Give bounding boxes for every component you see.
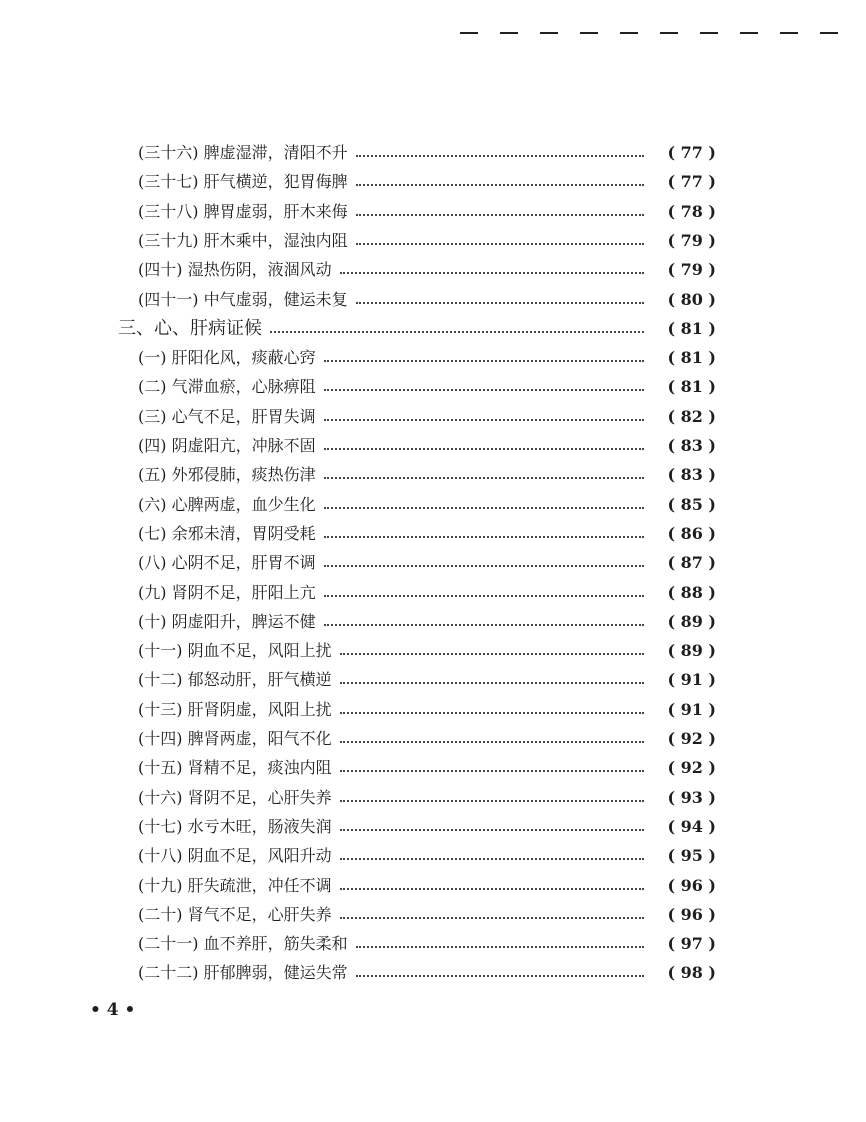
toc-entry-label: (四十一) 中气虚弱，健运未复 <box>138 289 348 309</box>
dot-leader <box>340 814 644 840</box>
toc-entry-page: ( 94 ) <box>667 816 716 836</box>
toc-entry <box>0 345 866 371</box>
dot-leader <box>324 404 644 430</box>
toc-entry-label: (十八) 阴血不足，风阳升动 <box>138 846 332 866</box>
dot-leader <box>324 580 644 606</box>
toc-entry-label: (八) 心阴不足，肝胃不调 <box>138 553 316 573</box>
dot-leader <box>356 169 644 195</box>
dot-leader <box>324 550 644 576</box>
toc-entry <box>0 843 866 869</box>
dot-leader <box>340 726 644 752</box>
toc-entry-page: ( 91 ) <box>667 699 716 719</box>
toc-entry-page: ( 81 ) <box>667 318 716 338</box>
toc-entry <box>0 960 866 986</box>
dot-leader <box>270 316 644 342</box>
toc-entry-label: (十五) 肾精不足，痰浊内阻 <box>138 758 332 778</box>
dot-leader <box>324 609 644 635</box>
dot-leader <box>340 638 644 664</box>
dot-leader <box>324 374 644 400</box>
toc-entry <box>0 374 866 400</box>
toc-entry-page: ( 86 ) <box>667 523 716 543</box>
toc-entry-label: (十六) 肾阴不足，心肝失养 <box>138 787 332 807</box>
toc-entry-label: (十九) 肝失疏泄，冲任不调 <box>138 875 332 895</box>
toc-entry-label: (七) 余邪未清，胃阴受耗 <box>138 523 316 543</box>
toc-entry-label: (二) 气滞血瘀，心脉痹阻 <box>138 377 316 397</box>
toc-entry <box>0 638 866 664</box>
dot-leader <box>356 931 644 957</box>
toc-entry <box>0 140 866 166</box>
toc-entry-page: ( 83 ) <box>667 465 716 485</box>
toc-entry-page: ( 91 ) <box>667 670 716 690</box>
toc-entry <box>0 462 866 488</box>
dot-leader <box>356 199 644 225</box>
toc-entry <box>0 667 866 693</box>
toc-entry-page: ( 81 ) <box>667 348 716 368</box>
toc-entry <box>0 931 866 957</box>
toc-entry-page: ( 80 ) <box>667 289 716 309</box>
toc-entry <box>0 404 866 430</box>
toc-entry-label: (二十) 肾气不足，心肝失养 <box>138 904 332 924</box>
toc-entry <box>0 550 866 576</box>
toc-entry <box>0 814 866 840</box>
toc-entry-label: (三十八) 脾胃虚弱，肝木来侮 <box>138 201 348 221</box>
dot-leader <box>340 873 644 899</box>
toc-entry-page: ( 89 ) <box>667 611 716 631</box>
toc-entry-page: ( 96 ) <box>667 904 716 924</box>
toc-entry-page: ( 85 ) <box>667 494 716 514</box>
toc-entry-label: (二十一) 血不养肝，筋失柔和 <box>138 934 348 954</box>
toc-entry <box>0 433 866 459</box>
toc-entry-label: (一) 肝阳化风，痰蔽心窍 <box>138 348 316 368</box>
dot-leader <box>340 755 644 781</box>
page-number: • 4 • <box>90 1000 136 1020</box>
toc-entry-page: ( 78 ) <box>667 201 716 221</box>
toc-entry <box>0 609 866 635</box>
toc-entry-page: ( 79 ) <box>667 260 716 280</box>
dot-leader <box>324 345 644 371</box>
toc-entry-label: (六) 心脾两虚，血少生化 <box>138 494 316 514</box>
toc-entry <box>0 199 866 225</box>
toc-entry-page: ( 98 ) <box>667 963 716 983</box>
dot-leader <box>324 433 644 459</box>
toc-entry-page: ( 83 ) <box>667 436 716 455</box>
toc-entry <box>0 785 866 811</box>
dot-leader <box>324 521 644 547</box>
toc-entry-label: (十一) 阴血不足，风阳上扰 <box>138 641 332 661</box>
dot-leader <box>340 697 644 723</box>
toc-entry-page: ( 92 ) <box>667 729 716 748</box>
toc-section-heading <box>0 316 866 342</box>
toc-entry-page: ( 79 ) <box>667 230 716 250</box>
toc-entry-page: ( 81 ) <box>667 377 716 397</box>
dot-leader <box>324 462 644 488</box>
toc-entry-page: ( 97 ) <box>667 934 716 954</box>
toc-entry-label: 三、心、肝病证候 <box>118 317 262 339</box>
toc-entry-page: ( 93 ) <box>667 787 716 807</box>
toc-entry-label: (十七) 水亏木旺，肠液失润 <box>138 816 332 836</box>
dot-leader <box>356 140 644 166</box>
toc-entry <box>0 726 866 752</box>
dot-leader <box>340 902 644 928</box>
header-dash-rule <box>460 20 860 40</box>
toc-entry-label: (二十二) 肝郁脾弱，健运失常 <box>138 963 348 983</box>
toc-entry-page: ( 92 ) <box>667 758 716 778</box>
toc-entry-label: (十四) 脾肾两虚，阳气不化 <box>138 729 332 748</box>
dot-leader <box>356 960 644 986</box>
toc-entry-label: (五) 外邪侵肺，痰热伤津 <box>138 465 316 485</box>
toc-entry-page: ( 89 ) <box>667 641 716 661</box>
toc-entry <box>0 228 866 254</box>
dot-leader <box>356 228 644 254</box>
toc-entry-label: (三) 心气不足，肝胃失调 <box>138 406 316 426</box>
toc-entry-page: ( 96 ) <box>667 875 716 895</box>
toc-entry <box>0 873 866 899</box>
toc-entry-label: (九) 肾阴不足，肝阳上亢 <box>138 582 316 602</box>
dot-leader <box>356 287 644 313</box>
toc-entry-page: ( 77 ) <box>667 143 716 162</box>
toc-entry <box>0 257 866 283</box>
dot-leader <box>340 843 644 869</box>
toc-entry <box>0 521 866 547</box>
toc-entry-label: (十) 阴虚阳升，脾运不健 <box>138 611 316 631</box>
toc-entry-label: (十三) 肝肾阴虚，风阳上扰 <box>138 699 332 719</box>
toc-entry <box>0 169 866 195</box>
toc-entry <box>0 902 866 928</box>
toc-entry <box>0 287 866 313</box>
dot-leader <box>340 785 644 811</box>
toc-entry-label: (三十六) 脾虚湿滞，清阳不升 <box>138 143 348 162</box>
toc-entry <box>0 697 866 723</box>
toc-entry-page: ( 88 ) <box>667 582 716 602</box>
dot-leader <box>324 492 644 518</box>
toc-entry-page: ( 82 ) <box>667 406 716 426</box>
toc-entry-label: (三十七) 肝气横逆，犯胃侮脾 <box>138 172 348 192</box>
toc-entry <box>0 580 866 606</box>
toc-entry-page: ( 87 ) <box>667 553 716 573</box>
toc-entry-label: (四) 阴虚阳亢，冲脉不固 <box>138 436 316 455</box>
toc-entry-label: (三十九) 肝木乘中，湿浊内阻 <box>138 230 348 250</box>
dot-leader <box>340 667 644 693</box>
toc-entry <box>0 755 866 781</box>
toc-entry-label: (十二) 郁怒动肝，肝气横逆 <box>138 670 332 690</box>
toc-entry-page: ( 77 ) <box>667 172 716 192</box>
dot-leader <box>340 257 644 283</box>
toc-entry <box>0 492 866 518</box>
toc-entry-page: ( 95 ) <box>667 846 716 866</box>
toc-entry-label: (四十) 湿热伤阴，液涸风动 <box>138 260 332 280</box>
